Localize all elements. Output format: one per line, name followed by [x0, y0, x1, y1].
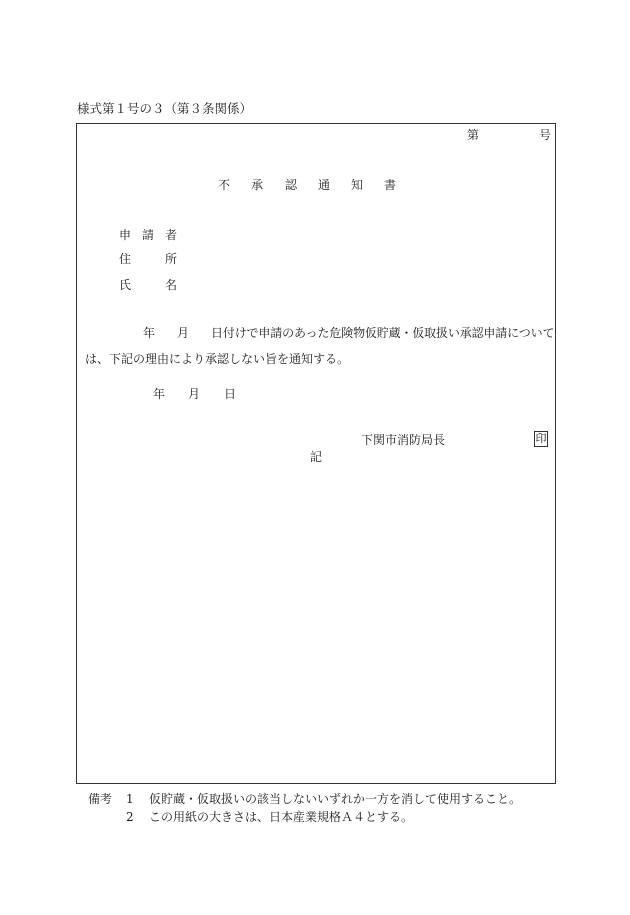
reference-dai: 第	[467, 128, 480, 142]
body-month: 月	[177, 326, 190, 340]
issuer: 下関市消防局長	[361, 433, 446, 447]
title-char: 通	[318, 178, 331, 192]
body-line2: は、下記の理由により承認しない旨を通知する。	[85, 352, 350, 366]
note-text: 仮貯蔵・仮取扱いの該当しないいずれか一方を消して使用すること。	[149, 792, 522, 806]
name-label-char: 名	[165, 278, 178, 292]
notice-day: 日	[224, 387, 237, 401]
notice-month: 月	[188, 387, 201, 401]
body-year: 年	[143, 326, 156, 340]
applicant-heading-char: 請	[142, 228, 155, 242]
title-char: 知	[351, 178, 364, 192]
applicant-heading-char: 申	[119, 228, 132, 242]
note-text: この用紙の大きさは、日本産業規格Ａ４とする。	[149, 810, 414, 824]
note-number: 1	[126, 792, 134, 806]
address-label-char: 住	[119, 252, 132, 266]
note-number: 2	[126, 810, 134, 824]
title-char: 認	[285, 178, 298, 192]
title-char: 承	[251, 178, 264, 192]
title-char: 書	[384, 178, 397, 192]
notice-year: 年	[153, 387, 166, 401]
form-label: 様式第１号の３（第３条関係）	[77, 101, 253, 116]
body-line1: 日付けで申請のあった危険物仮貯蔵・仮取扱い承認申請について	[211, 326, 555, 340]
title-char: 不	[218, 178, 231, 192]
ki-label: 記	[310, 450, 323, 464]
name-label-char: 氏	[119, 278, 132, 292]
applicant-heading-char: 者	[165, 228, 178, 242]
notes-label: 備考	[88, 792, 113, 806]
seal-mark: 印	[535, 432, 547, 445]
reference-go: 号	[539, 128, 552, 142]
address-label-char: 所	[165, 252, 178, 266]
